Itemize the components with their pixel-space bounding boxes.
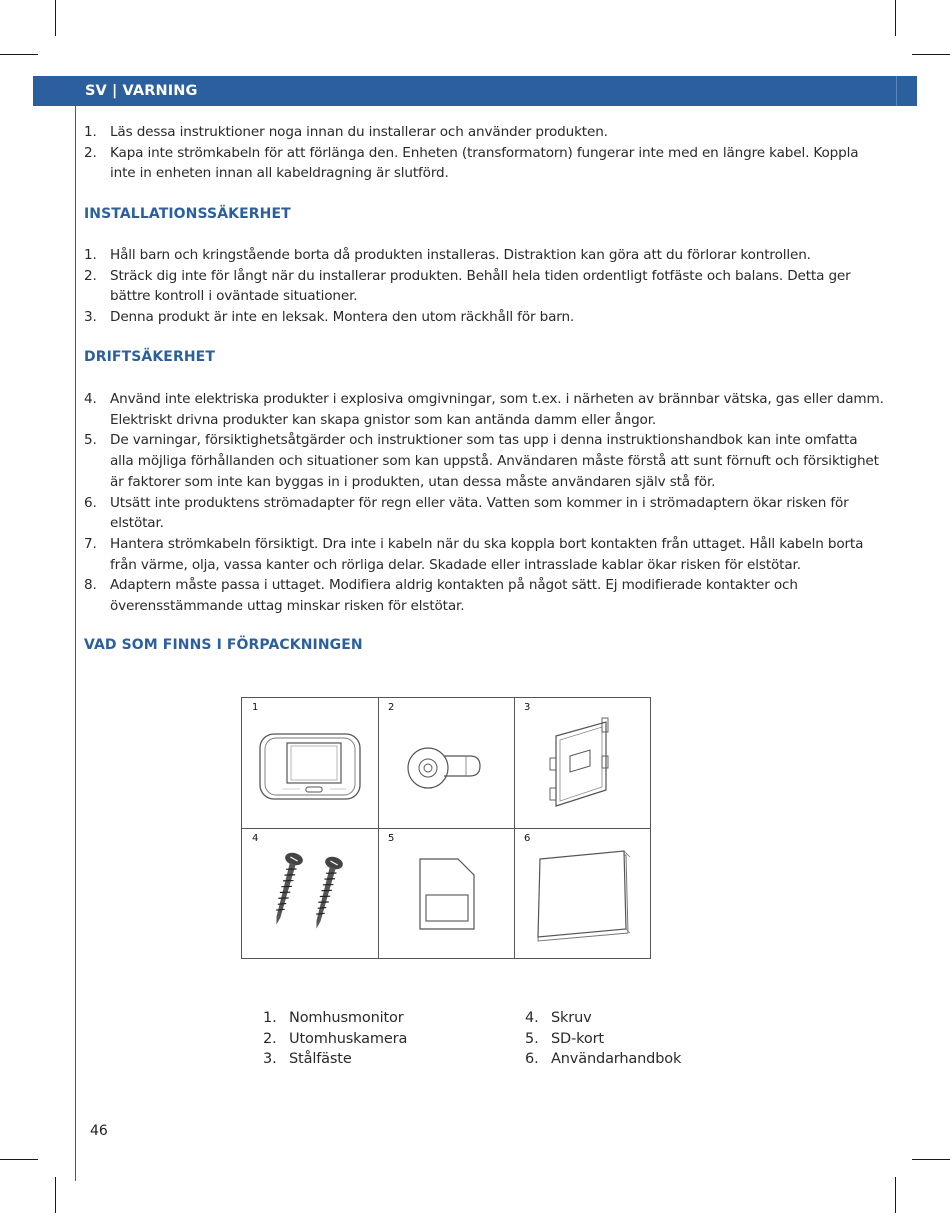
user-manual-icon <box>514 829 650 959</box>
crop-mark <box>912 1159 950 1160</box>
package-cell: 4 <box>242 829 378 959</box>
crop-mark <box>912 54 950 55</box>
warning-list <box>84 122 884 184</box>
indoor-monitor-icon <box>242 698 378 828</box>
crop-mark <box>0 1159 38 1160</box>
outdoor-camera-icon <box>378 698 514 828</box>
package-heading: VAD SOM FINNS I FÖRPACKNINGEN <box>84 637 363 653</box>
list-item: 1. Läs dessa instruktioner noga innan du installerar och använder produkten. <box>84 124 608 140</box>
crop-mark <box>895 0 896 36</box>
crop-mark <box>0 54 38 55</box>
list-item: 3. Stålfäste <box>263 1051 352 1068</box>
list-item: 1. Håll barn och kringstående borta då produkten installeras. Distraktion kan göra att du förlorar kontrollen. <box>84 247 811 263</box>
package-cell: 2 <box>378 698 514 828</box>
package-cell: 3 <box>514 698 650 828</box>
list-item: 8. Adaptern måste passa i uttaget. Modifiera aldrig kontakten på något sätt. Ej modifierade kontakter och överensstämmande uttag minskar risken för elstötar. <box>84 577 798 615</box>
list-item: 4. Använd inte elektriska produkter i explosiva omgivningar, som t.ex. i närheten av brännbar vätska, gas eller damm. Elektriskt drivna produkter kan skapa gnistor som kan antända damm eller ångor. <box>84 391 884 428</box>
page-number: 46 <box>90 1123 108 1139</box>
operation-list <box>84 389 884 617</box>
list-item: 2. Utomhuskamera <box>263 1030 408 1047</box>
crop-mark <box>895 1177 896 1213</box>
installation-heading: INSTALLATIONSSÄKERHET <box>84 206 291 222</box>
package-legend-right <box>525 1008 681 1070</box>
list-item: 2. Sträck dig inte för långt när du installerar produkten. Behåll hela tiden ordentligt fotfäste och balans. Detta ger bättre kontroll i oväntade situationer. <box>84 267 851 305</box>
steel-bracket-icon <box>514 698 650 828</box>
package-cell: 6 <box>514 829 650 959</box>
list-item: 7. Hantera strömkabeln försiktigt. Dra inte i kabeln när du ska koppla bort kontakten från uttaget. Håll kabeln borta från värme, olja, vassa kanter och rörliga delar. Skadade eller intrasslade kablar ökar risken för elstötar. <box>84 535 864 573</box>
list-item: 5. SD-kort <box>525 1030 604 1047</box>
sd-card-icon <box>378 829 514 959</box>
list-item: 6. Användarhandbok <box>525 1051 682 1068</box>
list-item: 1. Nomhusmonitor <box>263 1010 404 1026</box>
package-cell: 1 <box>242 698 378 828</box>
list-item: 5. De varningar, försiktighetsåtgärder och instruktioner som tas upp i denna instruktionshandbok kan inte omfatta alla möjliga förhållanden och situationer som kan uppstå. Användaren måste förstå att sunt förnuft och försiktighet är faktorer som inte kan byggas in i produkten, utan dessa måste användaren själv stå för. <box>84 432 879 490</box>
left-margin-rule <box>75 106 76 1181</box>
installation-list <box>84 245 884 328</box>
crop-mark <box>55 1177 56 1213</box>
package-legend-left <box>263 1008 407 1070</box>
screws-icon <box>242 829 378 959</box>
package-contents-grid <box>241 697 651 959</box>
page-title: SV | VARNING <box>85 83 198 99</box>
crop-mark <box>55 0 56 36</box>
package-cell: 5 <box>378 829 514 959</box>
list-item: 2. Kapa inte strömkabeln för att förlänga den. Enheten (transformatorn) fungerar inte med en längre kabel. Koppla inte in enheten innan all kabeldragning är slutförd. <box>84 144 859 182</box>
list-item: 6. Utsätt inte produktens strömadapter för regn eller väta. Vatten som kommer in i strömadaptern ökar risken för elstötar. <box>84 494 849 532</box>
header-divider <box>896 76 897 106</box>
list-item: 4. Skruv <box>525 1010 592 1026</box>
list-item: 3. Denna produkt är inte en leksak. Montera den utom räckhåll för barn. <box>84 309 575 326</box>
operation-heading: DRIFTSÄKERHET <box>84 349 215 365</box>
